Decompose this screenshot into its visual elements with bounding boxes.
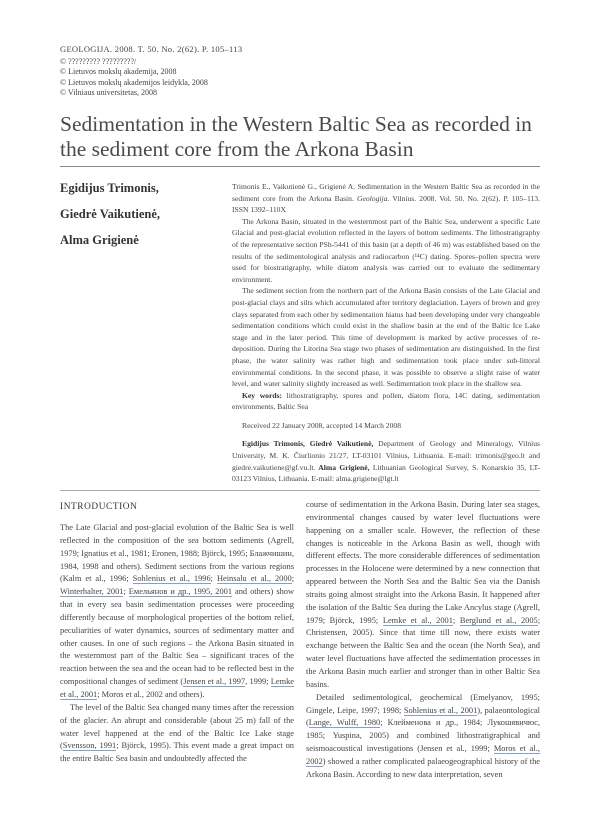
copyright-line: © ????????? ?????????/ bbox=[60, 56, 137, 66]
text-run: The Late Glacial and post-glacial evolution of the Baltic Sea is well reflected in the composition of the sea bottom sediments (Agrell, 1979; Ignatius et al., 1981; Eronen, 1988; Björck, 1995; Блажчишин, 1984, 1998 and others). Sediment sections from the various regions (Kalm et al., 1996; bbox=[60, 523, 294, 584]
text-run: ; bbox=[210, 574, 217, 584]
text-run: ; bbox=[452, 615, 460, 625]
text-run: ; Christensen, 2005). Since that time till now, there exists water exchange between the Baltic Sea and the ocean (the North Sea), and water level fluctuations have affected the sedimentation processes in the Arkona Basin much earlier and stronger than in other Baltic Sea basins. bbox=[306, 615, 541, 689]
section-heading: INTRODUCTION bbox=[60, 502, 138, 512]
text-run: ; Клейменова и др., 1984; Лукошявичюс, 1985; Yuspina, 2005) and combined lithostratigraphical and seismoacoustical investigations (Jensen et al., 1999; bbox=[306, 718, 540, 754]
keywords-text: lithostratigraphy, spores and pollen, diatom flora, 14C dating, sedimentation environments, Baltic Sea bbox=[232, 390, 540, 412]
reference-link[interactable]: Jensen et al., 1997 bbox=[183, 677, 246, 687]
reference-link[interactable]: Sohlenius et al., 1996 bbox=[132, 574, 211, 584]
text-run: Detailed sedimentological, geochemical (Emelyanov, 1995; Gingele, Leipe, 1997; 1998; bbox=[306, 692, 540, 715]
affiliation-text: Department of Geology and Mineralogy, Vilnius University, M. K. Čiurlionio 21/27, LT-03101 Vilnius, Lithuania. E-mail: trimonis@geo.lt and giedre.vaikutiene@gf.vu.lt. bbox=[232, 439, 541, 472]
text-run: ; Moros et al., 2002 and others). bbox=[97, 689, 205, 699]
author-list bbox=[60, 181, 210, 259]
reference-link[interactable]: Sohlenius et al., 2001 bbox=[403, 705, 478, 715]
text-run: and others) show that in every sea basin sedimentation processes were proceeding differently because of morphological properties of the bottom relief, peculiarities of water dynamics, sources of sedimentary matter and other causes. In one of such regions – the Arkona Basin situated in the westernmost part of the Baltic Sea – significant traces of the reaction between the sea and the ocean had to be reflected best in the compositional changes of sediment ( bbox=[60, 587, 294, 687]
text-run: ), palaeontological ( bbox=[306, 705, 540, 728]
body-paragraph bbox=[306, 692, 540, 782]
citation-text-end: . Vilnius. 2008. Vol. 50. No. 2(62). P. 105–113. ISSN 1392–110X bbox=[232, 193, 540, 215]
abstract-paragraph: The sediment section from the northern part of the Arkona Basin consists of the Late Glacial and post-glacial clays and silts which accumulated after territory deglaciation. Layers of brown and grey clays separated from each other by sedimentation hiatus had been developing under very changeable sedimentation conditions which could exist in the shallow basin at the end of the Baltic Ice Lake stage and in the later period. This time of development is marked by active processes of re-deposition. During the Litorina Sea stage two phases of sedimentation are distinguished. In the first phase, the water salinity was rather high and sedimentation took place under sub-littoral environmental conditions. In the second phase, it was possible to observe a slight raise of water level, and water salinity slightly increased as well. Sedimentation took place in the shallow sea. bbox=[232, 286, 540, 389]
text-run: course of sedimentation in the Arkona Basin. During later sea stages, environmental changes caused by water level fluctuations were happening on a smaller scale. However, the reflection of these changes is noticeable in the Arkona Basin as well, though with different effects. The more considerable differences of sedimentation processes in the Holocene were determined by a new connection that appeared between the North Sea and the Baltic Sea via the Danish straits going almost straight into the Arkona Basin. It happened after the isolation of the Baltic Sea during the Lake Ancylus stage (Agrell, 1979; Björck, 1995; bbox=[306, 500, 540, 625]
reference-link[interactable]: Svensson, 1991 bbox=[62, 741, 117, 751]
citation-text: Trimonis E., Vaikutienė G., Grigienė A. Sedimentation in the Western Baltic Sea as recorded in the sediment core from the Arkona Basin. bbox=[232, 182, 540, 203]
affiliation-text: Lithuanian Geological Survey, S. Konarskio 35, LT-03123 Vilnius, Lithuania. E-mail: alma.grigiene@lgt.lt bbox=[232, 462, 540, 484]
affiliations bbox=[232, 438, 540, 484]
body-rule bbox=[60, 490, 540, 491]
journal-header bbox=[60, 44, 242, 99]
reference-link[interactable]: Lemke et al., 2001 bbox=[382, 615, 453, 625]
abstract-block bbox=[232, 181, 540, 485]
citation-line bbox=[232, 181, 540, 216]
reference-link[interactable]: Berglund et al., 2005 bbox=[459, 615, 538, 625]
body-column-right bbox=[306, 499, 540, 782]
text-run: ; bbox=[123, 587, 129, 597]
reference-link[interactable]: Lange, Wulff, 1980 bbox=[308, 718, 381, 728]
reference-link[interactable]: Winterhalter, 2001 bbox=[60, 587, 124, 597]
reference-link[interactable]: Емельянов и др., 1995, 2001 bbox=[128, 587, 233, 597]
text-run: ; Björck, 1995). This event made a great impact on the entire Baltic Sea basin and undoubtedly affected the bbox=[60, 741, 294, 764]
affiliation-names: Egidijus Trimonis, Giedrė Vaikutienė, bbox=[242, 439, 374, 449]
reference-link[interactable]: Heinsalu et al., 2000 bbox=[216, 574, 292, 584]
copyright-line: © Lietuvos mokslų akademijos leidykla, 2008 bbox=[60, 77, 208, 87]
body-paragraph bbox=[60, 702, 294, 766]
citation-journal: Geologija bbox=[357, 193, 388, 203]
text-run: ; bbox=[291, 574, 295, 584]
body-paragraph bbox=[306, 499, 540, 692]
journal-citation-line: GEOLOGIJA. 2008. T. 50. No. 2(62). P. 105–113 bbox=[60, 44, 243, 54]
author-name: Giedrė Vaikutienė, bbox=[60, 207, 161, 221]
reference-link[interactable]: Moros et al., 2002 bbox=[306, 744, 540, 766]
text-run: The level of the Baltic Sea changed many times after the recession of the glacier. An abrupt and considerable (about 25 m) fall of the water level happened at the end of the Baltic Ice Lake stage ( bbox=[60, 702, 294, 751]
abstract-paragraph: The Arkona Basin, situated in the westernmost part of the Baltic Sea, underwent a specific Late Glacial and post-glacial evolution reflected in the layers of bottom sediments. The lithostratigraphy of the representative section PSh-5441 of this basin (at a depth of 46 m) was established based on the results of the sedimentological analysis and radiocarbon (¹⁴C) dating. Spores–pollen spectra were used for biostratigraphy, while diatom analysis was carried out to evaluate the sedimentary environment. bbox=[232, 216, 540, 284]
title-rule bbox=[60, 166, 540, 167]
body-paragraph bbox=[60, 522, 294, 702]
keywords-label: Key words: bbox=[242, 390, 283, 400]
keywords bbox=[232, 390, 540, 413]
author-name: Alma Grigienė bbox=[60, 233, 139, 247]
affiliation-names: Alma Grigienė, bbox=[315, 462, 370, 472]
copyright-line: © Lietuvos mokslų akademija, 2008 bbox=[60, 67, 177, 76]
article-title: Sedimentation in the Western Baltic Sea as recorded in the sediment core from the Arkona Basin bbox=[60, 112, 532, 161]
body-column-left bbox=[60, 499, 294, 766]
copyright-line: © Vilniaus universitetas, 2008 bbox=[60, 88, 157, 97]
author-name: Egidijus Trimonis, bbox=[60, 181, 159, 195]
text-run: ) showed a rather complicated palaeogeographical history of the Arkona Basin. According to new data interpretation, seven bbox=[306, 756, 540, 779]
received-dates: Received 22 January 2008, accepted 14 March 2008 bbox=[242, 420, 401, 430]
text-run: , 1999; bbox=[245, 677, 271, 687]
reference-link[interactable]: Lemke et al., 2001 bbox=[60, 677, 295, 699]
